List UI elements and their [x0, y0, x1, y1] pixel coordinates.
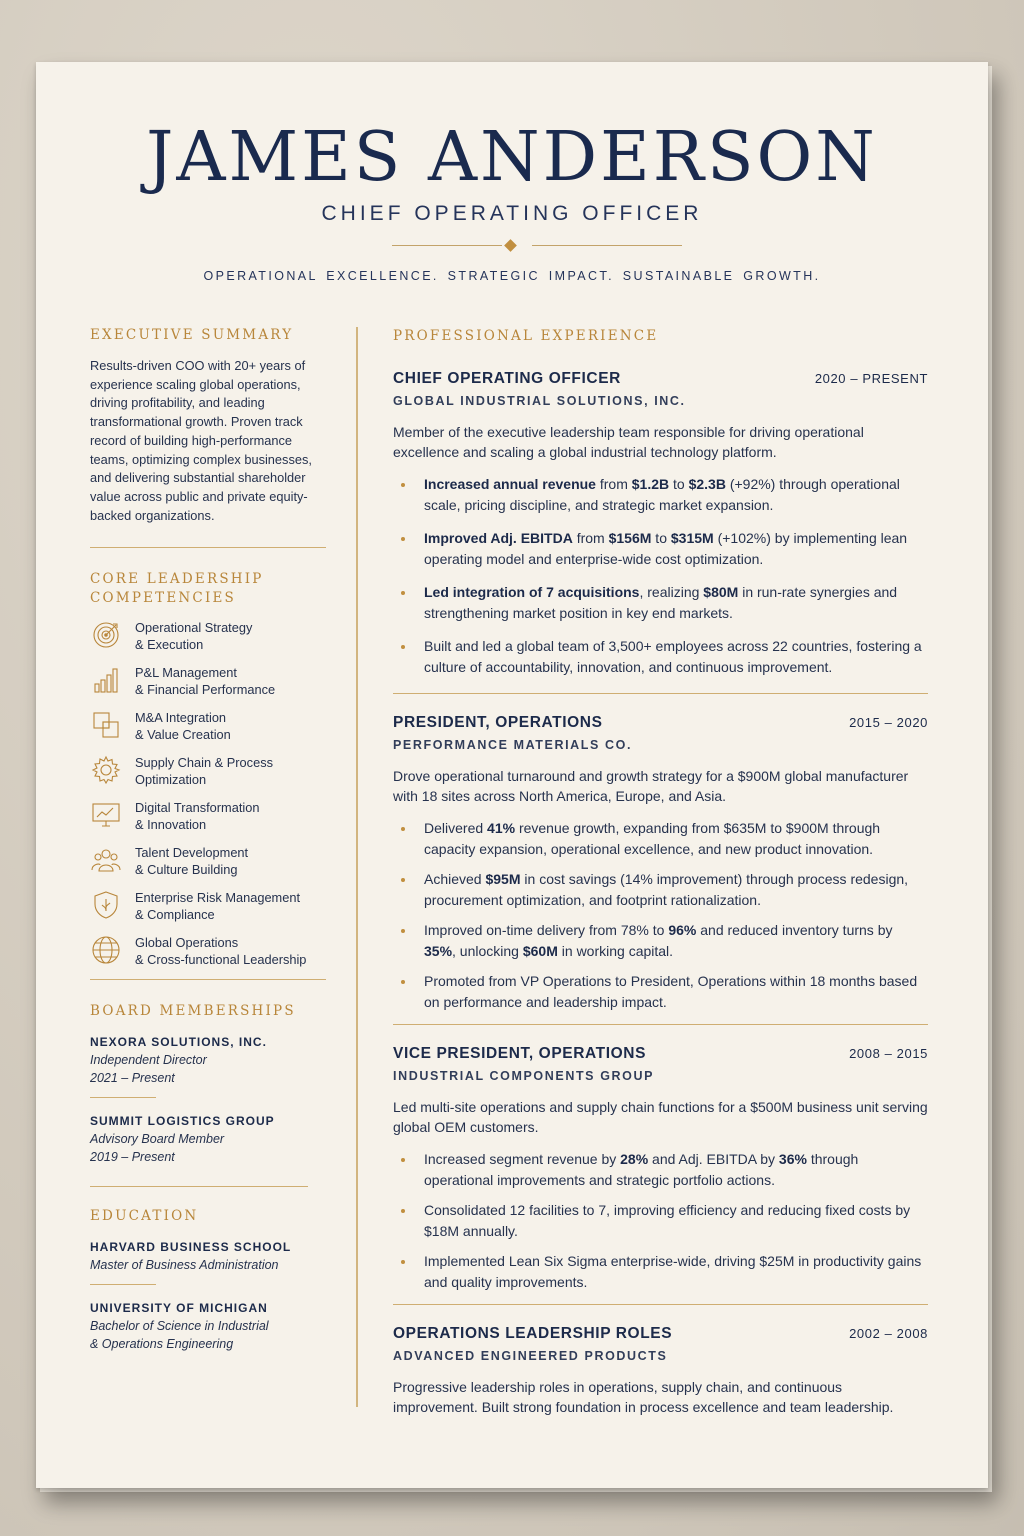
job-entry [393, 1325, 928, 1417]
degree: Master of Business Administration [90, 1258, 279, 1273]
diamond-icon [504, 239, 517, 252]
job-bullet: Increased annual revenue from $1.2B to $2.3B (+92%) through operational scale, pricing discipline, and strategic market expansion. [393, 474, 928, 515]
divider [393, 1024, 928, 1025]
shield-icon [90, 889, 122, 921]
right-column [393, 327, 928, 1417]
job-description: Member of the executive leadership team responsible for driving operational excellence and scaling a global industrial technology platform. [393, 424, 864, 460]
job-bullet: Increased segment revenue by 28% and Adj. EBITDA by 36% through operational improvements and strategic portfolio actions. [393, 1149, 928, 1190]
competency-label: Enterprise Risk Management & Compliance [135, 890, 301, 923]
divider [393, 693, 928, 694]
board-item [90, 1114, 330, 1166]
experience-list [393, 370, 928, 1417]
job-bullet: Built and led a global team of 3,500+ employees across 22 countries, fostering a culture of accountability, innovation, and continuous improvement. [393, 636, 928, 677]
job-title: OPERATIONS LEADERSHIP ROLES [393, 1325, 673, 1342]
target-icon [90, 619, 122, 651]
monitor-icon [90, 799, 122, 831]
education-heading: EDUCATION [90, 1208, 199, 1225]
divider [90, 1284, 156, 1285]
overlapping-squares-icon [90, 709, 122, 741]
competency-item [90, 934, 330, 968]
job-bullet: Consolidated 12 facilities to 7, improving efficiency and reducing fixed costs by $18M annually. [393, 1200, 928, 1241]
competency-item [90, 709, 330, 743]
job-title: CHIEF OPERATING OFFICER [393, 370, 621, 387]
job-company: PERFORMANCE MATERIALS CO. [393, 738, 633, 752]
job-bullet: Led integration of 7 acquisitions, realizing $80M in run-rate synergies and strengthening market position in key end markets. [393, 582, 928, 623]
board-role: Advisory Board Member [90, 1132, 225, 1147]
job-bullet: Delivered 41% revenue growth, expanding from $635M to $900M through capacity expansion, operational excellence, and new product innovation. [393, 818, 928, 859]
competency-item [90, 799, 330, 833]
tagline: OPERATIONAL EXCELLENCE. STRATEGIC IMPACT. SUSTAINABLE GROWTH. [203, 269, 821, 283]
competency-item [90, 664, 330, 698]
competency-item [90, 754, 330, 788]
job-bullet: Implemented Lean Six Sigma enterprise-wide, driving $25M in productivity gains and quality improvements. [393, 1251, 928, 1292]
job-entry [393, 714, 928, 1012]
board-item [90, 1035, 330, 1087]
competency-item [90, 619, 330, 653]
column-divider [356, 327, 358, 1407]
job-dates: 2008 – 2015 [849, 1046, 928, 1061]
resume-page [36, 62, 988, 1488]
board-dates: 2021 – Present [90, 1071, 175, 1086]
divider [90, 1097, 156, 1098]
competency-item [90, 844, 330, 878]
job-dates: 2002 – 2008 [849, 1326, 928, 1341]
job-title: VICE PRESIDENT, OPERATIONS [393, 1045, 647, 1062]
competency-label: Supply Chain & Process Optimization [135, 755, 273, 788]
job-bullet: Promoted from VP Operations to President, Operations within 18 months based on performance and leadership impact. [393, 971, 928, 1012]
job-dates: 2015 – 2020 [849, 715, 928, 730]
job-bullets [393, 818, 928, 1012]
competency-item [90, 889, 330, 923]
board-org-name: SUMMIT LOGISTICS GROUP [90, 1114, 275, 1129]
board-role: Independent Director [90, 1053, 207, 1068]
job-bullets [393, 1149, 928, 1292]
degree: Bachelor of Science in Industrial [90, 1319, 269, 1334]
divider [90, 1186, 308, 1187]
competencies-heading: CORE LEADERSHIP COMPETENCIES [90, 571, 264, 607]
divider [90, 547, 326, 548]
education-item [90, 1240, 330, 1274]
competency-label: M&A Integration & Value Creation [135, 710, 231, 743]
left-column [90, 326, 330, 1353]
competency-label: Digital Transformation & Innovation [135, 800, 260, 833]
job-company: ADVANCED ENGINEERED PRODUCTS [393, 1349, 668, 1363]
divider [393, 1304, 928, 1305]
competency-label: Global Operations & Cross-functional Leadership [135, 935, 307, 968]
bar-chart-icon [90, 664, 122, 696]
school-name: HARVARD BUSINESS SCHOOL [90, 1240, 292, 1255]
school-name: UNIVERSITY OF MICHIGAN [90, 1301, 268, 1316]
job-title: PRESIDENT, OPERATIONS [393, 714, 603, 731]
summary-text: Results-driven COO with 20+ years of experience scaling global operations, driving profitability, and leading transformational growth. Proven track record of building high-performance teams, optimizing complex businesses, and delivering substantial shareholder value across public and private equity-backed organizations. [90, 358, 312, 523]
candidate-name: JAMES ANDERSON [146, 118, 878, 197]
job-entry [393, 370, 928, 677]
board-dates: 2019 – Present [90, 1150, 175, 1165]
job-description: Drove operational turnaround and growth strategy for a $900M global manufacturer with 18 sites across North America, Europe, and Asia. [393, 768, 909, 804]
job-description: Progressive leadership roles in operations, supply chain, and continuous improvement. Built strong foundation in process excellence and team leadership. [393, 1379, 894, 1415]
job-description: Led multi-site operations and supply chain functions for a $500M business unit serving global OEM customers. [393, 1099, 928, 1135]
header-ornament [392, 240, 682, 252]
gear-icon [90, 754, 122, 786]
board-org-name: NEXORA SOLUTIONS, INC. [90, 1035, 267, 1050]
competency-label: P&L Management & Financial Performance [135, 665, 276, 698]
job-entry [393, 1045, 928, 1292]
experience-heading: PROFESSIONAL EXPERIENCE [393, 328, 659, 344]
people-icon [90, 844, 122, 876]
job-dates: 2020 – PRESENT [814, 371, 928, 386]
job-bullets [393, 474, 928, 677]
job-bullet: Improved Adj. EBITDA from $156M to $315M (+102%) by implementing lean operating model and enterprise-wide cost optimization. [393, 528, 928, 569]
competencies-list [90, 619, 330, 968]
job-company: GLOBAL INDUSTRIAL SOLUTIONS, INC. [393, 394, 686, 408]
competency-label: Operational Strategy & Execution [135, 620, 253, 653]
job-bullet: Achieved $95M in cost savings (14% improvement) through process redesign, procurement optimization, and footprint rationalization. [393, 869, 928, 910]
summary-heading: EXECUTIVE SUMMARY [90, 327, 294, 343]
degree-line2: & Operations Engineering [90, 1337, 234, 1352]
education-item [90, 1301, 330, 1353]
job-company: INDUSTRIAL COMPONENTS GROUP [393, 1069, 655, 1083]
job-bullet: Improved on-time delivery from 78% to 96% and reduced inventory turns by 35%, unlocking $60M in working capital. [393, 920, 928, 961]
candidate-role: CHIEF OPERATING OFFICER [321, 202, 703, 225]
divider [90, 979, 326, 980]
competency-label: Talent Development & Culture Building [135, 845, 249, 878]
globe-icon [90, 934, 122, 966]
board-heading: BOARD MEMBERSHIPS [90, 1003, 296, 1020]
